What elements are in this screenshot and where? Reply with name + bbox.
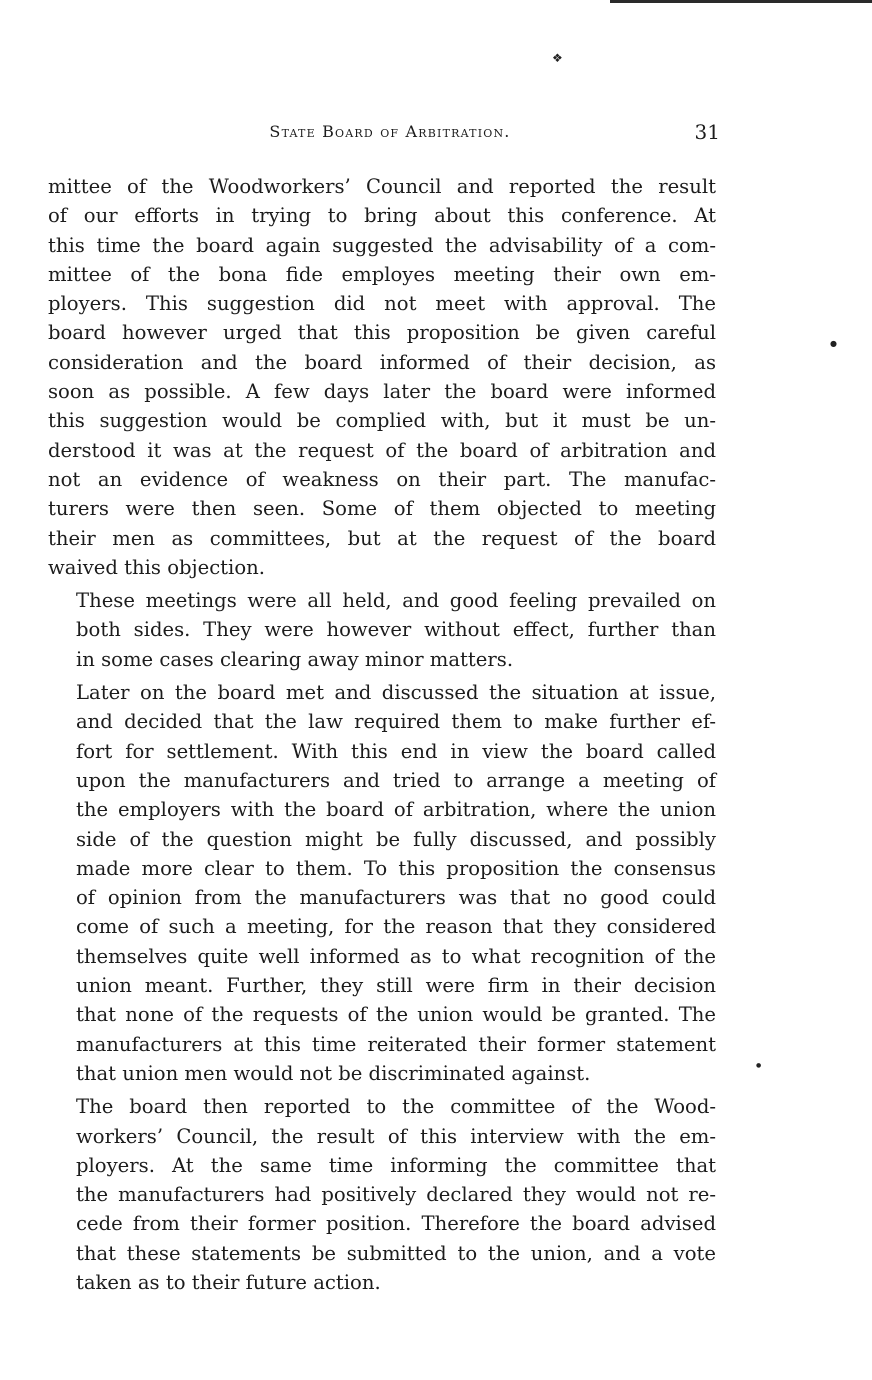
text-line: that these statements be submitted to the union, and a vote <box>76 1241 716 1265</box>
text-line: and decided that the law required them to make further ef- <box>76 710 716 734</box>
text-line: the employers with the board of arbitration, where the union <box>76 798 716 822</box>
text-line: come of such a meeting, for the reason that they considered <box>76 915 716 939</box>
text-line: board however urged that this proposition be given careful <box>48 321 716 345</box>
paragraph-3 <box>48 678 716 1088</box>
text-line: taken as to their future action. <box>76 1270 381 1294</box>
text-line: that union men would not be discriminated against. <box>76 1061 591 1085</box>
text-line: made more clear to them. To this proposition the consensus <box>76 856 716 880</box>
text-line: Later on the board met and discussed the situation at issue, <box>76 681 716 705</box>
text-line: upon the manufacturers and tried to arrange a meeting of <box>76 768 716 792</box>
text-line: union meant. Further, they still were firm in their decision <box>76 974 716 998</box>
top-edge-rule <box>610 0 872 3</box>
text-line: not an evidence of weakness on their part. The manufac- <box>48 467 716 491</box>
running-title: State Board of Arbitration. <box>269 122 511 141</box>
text-line: in some cases clearing away minor matters. <box>76 647 514 671</box>
text-line: manufacturers at this time reiterated their former statement <box>76 1032 716 1056</box>
text-line: mittee of the Woodworkers’ Council and reported the result <box>48 175 716 198</box>
text-line: of opinion from the manufacturers was that no good could <box>76 886 716 910</box>
ink-speck: ● <box>756 1062 762 1069</box>
text-line: workers’ Council, the result of this interview with the em- <box>76 1124 716 1148</box>
text-line: ployers. This suggestion did not meet with approval. The <box>48 292 716 316</box>
text-line: this suggestion would be complied with, but it must be un- <box>48 409 716 433</box>
text-line: ployers. At the same time informing the committee that <box>76 1153 716 1177</box>
ink-mark: ❖ <box>552 51 563 65</box>
text-line: consideration and the board informed of their decision, as <box>48 350 716 374</box>
text-line: derstood it was at the request of the board of arbitration and <box>48 438 716 462</box>
text-line: cede from their former position. Therefore the board advised <box>76 1212 716 1236</box>
text-line: of our efforts in trying to bring about this conference. At <box>48 204 716 228</box>
text-line: both sides. They were however without effect, further than <box>76 618 716 642</box>
running-head <box>60 120 720 146</box>
text-line: this time the board again suggested the advisability of a com- <box>48 233 716 257</box>
text-line: turers were then seen. Some of them objected to meeting <box>48 497 716 521</box>
paragraph-4 <box>48 1092 716 1297</box>
paragraph-1 <box>48 172 716 582</box>
ink-speck: ● <box>830 339 837 348</box>
body-text <box>48 172 716 1297</box>
text-line: their men as committees, but at the request of the board <box>48 526 716 550</box>
text-line: the manufacturers had positively declared they would not re- <box>76 1183 716 1207</box>
text-line: soon as possible. A few days later the board were informed <box>48 380 716 404</box>
text-line: The board then reported to the committee of the Wood- <box>76 1095 716 1119</box>
text-line: themselves quite well informed as to what recognition of the <box>76 944 716 968</box>
text-line: waived this objection. <box>48 555 265 579</box>
text-line: mittee of the bona fide employes meeting their own em- <box>48 262 716 286</box>
text-line: fort for settlement. With this end in view the board called <box>76 739 716 763</box>
text-line: side of the question might be fully discussed, and possibly <box>76 827 716 851</box>
page-number: 31 <box>694 120 720 144</box>
paragraph-2 <box>48 586 716 674</box>
text-line: that none of the requests of the union would be granted. The <box>76 1003 716 1027</box>
text-line: These meetings were all held, and good feeling prevailed on <box>76 589 716 613</box>
